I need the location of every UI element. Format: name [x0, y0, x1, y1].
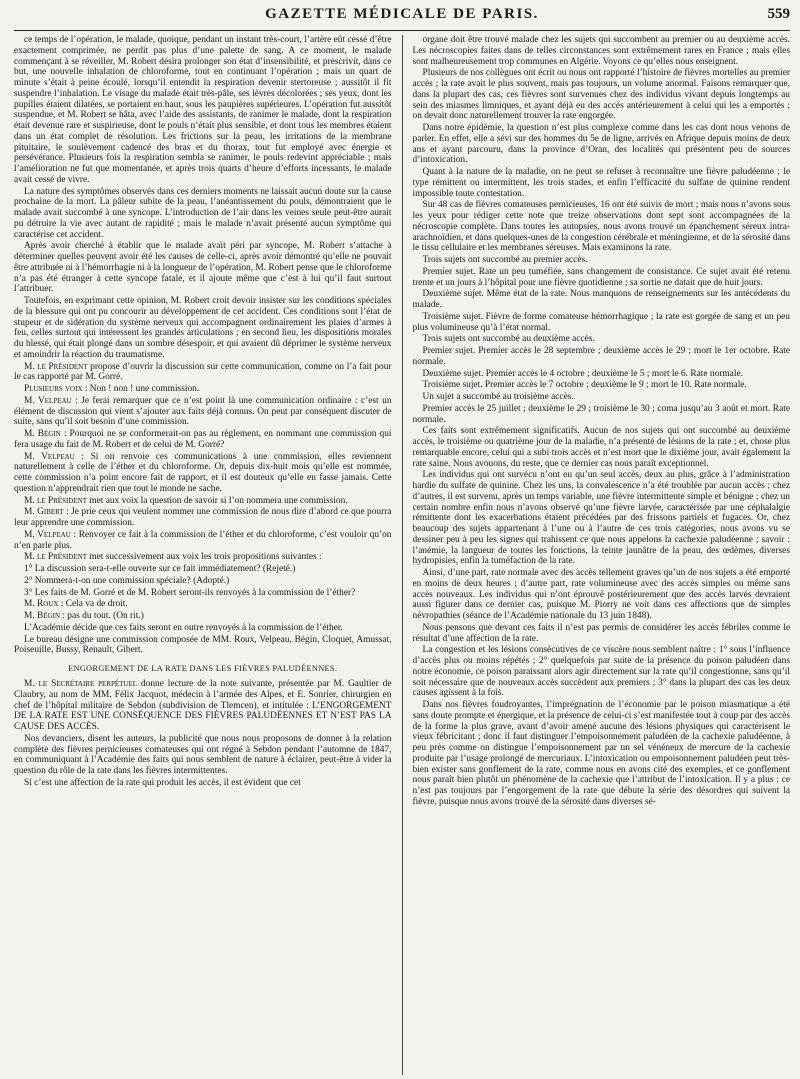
paragraph-text: Quant à la nature de la maladie, on ne peut se refuser à reconnaître une fièvre paludéenne ; le type rémittent ou intermittent, les trois stades, et enfin l’efficacité du sulfate de quinine rendent impossible toute contestation.: [412, 167, 790, 199]
paragraph-text: ce temps de l’opération, le malade, quoique, pendant un instant très-court, l’artère eût cessé d’être exactement comprimée, ne perdit pas plus d’une palette de sang. A ce moment, le malade commençant à se réveiller, M. Robert désira prolonger son état d’insensibilité, et prescrivit, dans ce but, une nouvelle inhalation de chloroforme, tout en continuant l’opération ; mais un quart de minute s’était à peine écoulé, lorsqu’il entendit la respiration devenir stertoreuse ; aussitôt il fit suspendre l’inhalation. Le visage du malade était très-pâle, ses lèvres décolorées ; ses yeux, dont les pupilles étaient dilatées, se portaient en haut, sous les paupières supérieures. L’opération fut aussitôt suspendue, et M. Robert se hâta, avec l’aide des assistants, de ranimer le malade, dont la respiration était devenue rare et suspirieuse, dont le pouls n’était plus sensible, et dont tous les membres étaient dans un état complet de résolution. Les frictions sur la peau, les irritations de la membrane pituitaire, le soulèvement cadencé des bras et du thorax, tout fut employé avec énergie et persévérance. Plusieurs fois la respiration sembla se ranimer, le pouls redevint appréciable ; mais l’amélioration ne fut que momentanée, et après trois quarts d’heure d’efforts incessants, le malade avait cessé de vivre.: [14, 35, 392, 185]
text-columns: [14, 35, 790, 1075]
paragraph: [14, 530, 392, 552]
speaker-name: M. le Président: [24, 361, 88, 372]
paragraph: [14, 384, 392, 395]
page-header: [14, 6, 790, 28]
paragraph: [14, 429, 392, 451]
paragraph: [413, 289, 791, 311]
paragraph: [413, 35, 791, 67]
paragraph: [413, 200, 791, 254]
paragraph-text: donne lecture de la note suivante, présentée par M. Gaultier de Claubry, au nom de MM. Félix Jacquot, médecin à l’armée des Alpes, et E. Sonrier, chirurgien en chef de l’hôpital militaire de Sebdon (subdivision de Tlemcen), et intitulée : L’ENGORGEMENT DE LA RATE EST UNE CONSÉQUENCE DES FIÈVRES PALUDÉENNES ET N’EST PAS LA CAUSE DES ACCÈS.: [14, 679, 392, 732]
paragraph-text: Deuxième sujet. Premier accès le 4 octobre ; deuxième le 5 ; mort le 6. Rate normale.: [422, 368, 743, 379]
paragraph-text: organe doit être trouvé malade chez les sujets qui succombent au premier ou au deuxième accès. Les nécroscopies faites dans de telles circonstances sont extrêmement rares en France ; mais elles sont malheureusement trop communes en Algérie. Voyons ce qu’elles nous enseignent.: [412, 35, 790, 67]
speaker-name: Plusieurs voix: [24, 384, 83, 394]
paragraph-text: Trois sujets ont succombé au premier accès.: [422, 255, 588, 265]
paragraph-text: Trois sujets ont succombé au deuxième accès.: [422, 334, 595, 345]
paragraph-text: Dans notre épidémie, la question n’est plus complexe comme dans les cas dont nous venons de parler. En effet, elle a sévi sur des hommes du 5e de ligne, arrivés en Afrique depuis moins de deux ans et ayant parcouru, dans la province d’Oran, des localités qui présentent peu de sources d’intoxication.: [412, 123, 790, 166]
paragraph: [14, 452, 392, 495]
paragraph-text: Toutefois, en exprimant cette opinion, M. Robert croit devoir insister sur les conditions spéciales de la blessure qui ont pu concourir au développement de cet accident. Ces conditions sont l’état de stupeur et de sidération du système nerveux qui accompagnent ordinairement les plaies d’armes à feu, celles surtout qui intéressent les grandes articulations ; en second lieu, les dispositions morales du blessé, qui était plongé dans un sombre désespoir, et qui avaient dû déprimer le système nerveux et amoindrir la réaction du traumatisme.: [14, 296, 392, 360]
speaker-name: M. Velpeau: [24, 529, 71, 540]
left-column: [14, 35, 392, 1075]
paragraph-text: : Pourquoi ne se conformerait-on pas au règlement, en nommant une commission qui fera usage du fait de M. Robert et de celui de M. Gorré?: [14, 429, 392, 450]
header-rule: [14, 30, 790, 31]
speaker-name: M. Bégin: [24, 429, 61, 439]
paragraph: [14, 35, 392, 186]
paragraph: [14, 552, 392, 563]
paragraph: [14, 623, 392, 634]
paragraph-text: Troisième sujet. Fièvre de forme comateuse hémorrhagique ; la rate est gorgée de sang et un peu plus volumineuse qu’à l’état normal.: [412, 311, 790, 333]
paragraph-text: met successivement aux voix les trois propositions suivantes :: [89, 552, 322, 563]
paragraph: [14, 576, 392, 587]
right-column: [413, 35, 791, 1075]
section-title: ENGORGEMENT DE LA RATE DANS LES FIÈVRES PALUDÉENNES.: [68, 664, 338, 673]
paragraph-text: : Cela va de droit.: [60, 599, 128, 610]
paragraph-text: : Si on renvoie ces communications à une commission, elles reviennent naturellement à celle de l’éther et du chloroforme. Or, depuis dix-huit mois qu’elle est nommée, cette commission n’a point encore fait de rapport, et il est douteux qu’elle en fasse jamais. Cette question n’apprendrait rien que tout le monde ne sache.: [14, 451, 392, 494]
speaker-name: M. Velpeau: [24, 451, 75, 462]
paragraph: [14, 734, 392, 777]
paragraph-text: 2° Nommera-t-on une commission spéciale? (Adopté.): [24, 575, 230, 586]
paragraph-text: : Renvoyer ce fait à la commission de l’éther et du chloroforme, c’est vouloir qu’on n’en parle plus.: [14, 529, 392, 551]
paragraph: [413, 267, 791, 289]
paragraph: [413, 568, 791, 622]
column-divider: [402, 35, 403, 1075]
speaker-name: M. le Président: [24, 495, 87, 506]
paragraph-text: L’Académie décide que ces faits seront en outre renvoyés à la commission de l’éther.: [24, 622, 343, 633]
speaker-name: M. Gibert: [24, 507, 64, 518]
paragraph: [413, 68, 791, 122]
paragraph-text: La congestion et les lésions consécutives de ce viscère nous semblent naître : 1° sous l’influence d’accès plus ou moins répétés ; 2° quelquefois par suite de la présence du poison paludéen dans notre économie, ce poison paraissant alors agir directement sur la rate qu’il congestionne, sans qu’il soit nécessaire que de nouveaux accès succèdent aux premiers ; 3° dans la plupart des cas les deux causes agissent à la fois.: [412, 645, 790, 699]
paragraph: [413, 470, 791, 567]
paragraph: [413, 123, 791, 166]
paragraph: [14, 679, 392, 733]
paragraph: [413, 369, 791, 380]
paragraph: [413, 700, 791, 808]
paragraph-text: Nous pensons que devant ces faits il n’est pas permis de considérer les accès fébriles comme le résultat d’une affection de la rate.: [412, 622, 790, 644]
paragraph: [413, 404, 791, 426]
paragraph-text: Un sujet a succombé au troisième accès.: [422, 392, 574, 402]
paragraph-text: Nos devanciers, disent les auteurs, la publicité que nous nous proposons de donner à la relation complète des fièvres pernicieuses comateuses qui ont régné à Sebdon pendant l’automne de 1847, en communiquant à l’Académie des faits qui nous semblent de nature à éclairer, peut-être à vider la question du rôle de la rate dans les fièvres intermittentes.: [14, 733, 392, 776]
paragraph-text: Sur 48 cas de fièvres comateuses pernicieuses, 16 ont été suivis de mort ; mais nous n’avons sous les yeux pour rédiger cette note que treize observations dont sept sont accompagnées de la nécroscopie complète. Dans toutes les autopsies, nous avons trouvé un épanchement séreux intra-arachnoïdien, et dans quelques-unes de la congestion cérébrale et méningienne, et de la sérosité dans le tissu cellulaire et les membranes séreuses. Mais examinons la rate.: [412, 200, 790, 254]
speaker-name: M. Velpeau: [24, 395, 72, 406]
paragraph: [413, 392, 791, 403]
paragraph-text: Ainsi, d’une part, rate normale avec des accès tellement graves qu’un de nos sujets a été emporté en moins de deux heures ; d’autre part, rate volumineuse avec des accès simples ou même sans accès nouveaux. Les individus qui n’ont éprouvé postérieurement que des accès larvés devraient aussi figurer dans ce dernier cas, puisque M. Piorry ne voit dans ces affections que de simples névropathies (séance de l’Académie nationale du 13 juin 1848).: [412, 568, 790, 621]
paragraph-text: : Je ferai remarquer que ce n’est point là une communication ordinaire : c’est un élément de discussion qui vient s’ajouter aux faits déjà connus. On peut par conséquent discuter de suite, sans qu’il soit besoin d’une commission.: [14, 395, 392, 428]
paragraph: [14, 241, 392, 295]
speaker-name: M. Bégin: [24, 611, 60, 621]
paragraph: [14, 635, 392, 657]
paragraph: [14, 778, 392, 789]
speaker-name: M. le Secrétaire perpétuel: [24, 679, 138, 689]
paragraph-text: Ces faits sont extrêmement significatifs. Aucun de nos sujets qui ont succombé au deuxième accès, le troisième ou quatrième jour de la maladie, n’a présenté de lésions de la rate ; et, chose plus remarquable encore, celui qui a subi trois accès et n’est mort que le dixième jour, avait également la rate saine. Nous avouons, du reste, que ce dernier cas nous paraît exceptionnel.: [412, 426, 790, 469]
paragraph: [14, 362, 392, 384]
paragraph: [413, 380, 791, 391]
paragraph: [14, 187, 392, 241]
paragraph: [14, 599, 392, 610]
paragraph: [413, 645, 791, 699]
journal-title: GAZETTE MÉDICALE DE PARIS.: [265, 6, 539, 22]
paragraph: [14, 396, 392, 428]
speaker-name: M. le Président: [24, 552, 87, 563]
paragraph-text: 3° Les faits de M. Gorré et de M. Robert seront-ils renvoyés à la commission de l’éther?: [24, 587, 356, 598]
paragraph: [413, 346, 791, 368]
paragraph-text: Troisième sujet. Premier accès le 7 octobre ; deuxième le 9 ; mort le 10. Rate normale.: [422, 380, 747, 391]
paragraph-text: met aux voix la question de savoir si l’on nommera une commission.: [89, 495, 348, 506]
paragraph-text: La nature des symptômes observés dans ces derniers moments ne laissait aucun doute sur la cause prochaine de la mort. La pâleur subite de la peau, l’anéantissement du pouls, démontraient que le malade avait succombé à une syncope. L’introduction de l’air dans les veines seule peut-être aurait pu détruire la vie avec autant de rapidité ; mais le malade n’avait présenté aucun symptôme qui caractérise cet accident.: [14, 186, 392, 240]
paragraph-text: Si c’est une affection de la rate qui produit les accès, il est évident que cet: [24, 777, 301, 788]
paragraph: [413, 167, 791, 199]
paragraph: [14, 496, 392, 507]
paragraph-text: : Je prie ceux qui veulent nommer une commission de nous dire d’abord ce que pourra leur apprendre une commission.: [14, 507, 392, 528]
paragraph-text: Après avoir cherché à établir que le malade avait péri par syncope, M. Robert s’attache à déterminer quelles peuvent avoir été les causes de celle-ci, après avoir démontré qu’elle ne pouvait être attribuée ni à l’hémorrhagie ni à la longueur de l’opération, M. Robert pense que le chloroforme n’a pas été étranger à cette syncope fatale, et il ajoute même que c’est à lui qu’il faut surtout l’attribuer.: [14, 241, 392, 295]
paragraph-text: Deuxième sujet. Même état de la rate. Nous manquons de renseignements sur les antécédents du malade.: [412, 289, 790, 310]
paragraph: [413, 312, 791, 334]
paragraph: [14, 611, 392, 622]
paragraph: [413, 334, 791, 345]
paragraph-text: Premier accès le 25 juillet ; deuxième le 29 ; troisième le 30 ; coma jusqu’au 3 août et mort. Rate normale.: [412, 403, 790, 425]
paragraph-text: : pas du tout. (On rit.): [62, 611, 144, 621]
paragraph: [413, 255, 791, 266]
paragraph-text: : Non ! non ! une commission.: [84, 384, 200, 394]
paragraph-text: Les individus qui ont survécu n’ont eu qu’un seul accès, deux au plus, grâce à l’administration hardie du sulfate de quinine. Chez les uns, la convalescence n’a été troublée par aucun accès ; chez d’autres, il est survenu, après un temps variable, une fièvre intermittente simple et bénigne ; chez un certain nombre enfin nous n’avons observé qu’une fièvre larvée, caractérisée par une céphalalgie rémittente dont les exacerbations étaient précédées par des frissons partiels et fugaces. Or, chez beaucoup des sujets appartenant à l’une ou à l’autre de ces trois catégories, nous avons vu se dessiner peu à peu les signes qui trahissent ce que nous appelons la cachexie paludéenne ; savoir : l’anémie, la langueur de toutes les fonctions, la teinte jaunâtre de la peau, des œdèmes, diverses hydropisies, enfin la tuméfaction de la rate.: [412, 470, 790, 567]
paragraph-text: 1° La discussion sera-t-elle ouverte sur ce fait immédiatement? (Rejeté.): [24, 564, 296, 574]
paragraph: [14, 507, 392, 529]
speaker-name: M. Roux: [24, 599, 59, 610]
paragraph-text: Plusieurs de nos collègues ont écrit ou nous ont rapporté l’histoire de fièvres mortelles au premier accès ; la rate avait le plus souvent, mais pas toujours, un volume anormal. Faisons remarquer que, dans la plupart des cas, ces fièvres sont survenues chez des individus vivant depuis longtemps au sein des miasmes limniques, et ayant déjà eu des accès antérieurement à celui qui les a emportés ; on devait donc naturellement trouver la rate engorgée.: [412, 68, 790, 122]
paragraph-text: Premier sujet. Rate un peu tuméfiée, sans changement de consistance. Ce sujet avait été retenu trente et un jours à l’hôpital pour une fièvre quotidienne ; sa sortie ne datait que de huit jours.: [412, 266, 790, 288]
paragraph: [14, 588, 392, 599]
paragraph: [14, 564, 392, 575]
paragraph-text: propose d’ouvrir la discussion sur cette communication, comme on l’a fait pour le cas rapporté par M. Gorré.: [14, 361, 392, 383]
paragraph-text: Dans nos fièvres foudroyantes, l’imprégnation de l’économie par le poison miasmatique a été sans doute prompte et énergique, et la présence de celui-ci s’est manifestée tout à coup par des accès de la forme la plus grave, avant d’avoir amené aucune des lésions physiques qui caractérisent le vieux fébricitant ; donc il faut distinguer l’empoisonnement paludéen de la cachexie paludéenne, à peu près comme on distingue l’empoisonnement par un sel vénéneux de mercure de la cachexie produite par l’usage prolongé de mercuriaux. L’intoxication ou empoisonnement paludéen peut très-bien exister sans gonflement de la rate, comme nous en avons cité des exemples, et ce gonflement nous paraît bien plutôt un phénomène de la cachexie que l’attribut de l’intoxication. Il y a plus : ce n’est pas toujours par l’engorgement de la rate que débute la série des désordres qui suivent la fièvre, puisque nous avons trouvé de la sérosité dans diverses sé-: [412, 700, 790, 807]
paragraph: [413, 426, 791, 469]
paragraph-text: Le bureau désigne une commission composée de MM. Roux, Velpeau, Bégin, Cloquet, Amussat, Poiseuille, Bussy, Renault, Gibert.: [14, 634, 392, 656]
paragraph: [14, 296, 392, 361]
page-number: 559: [767, 6, 790, 22]
paragraph-text: Premier sujet. Premier accès le 28 septembre ; deuxième accès le 29 ; mort le 1er octobre. Rate normale.: [412, 346, 790, 367]
paragraph: [413, 623, 791, 645]
